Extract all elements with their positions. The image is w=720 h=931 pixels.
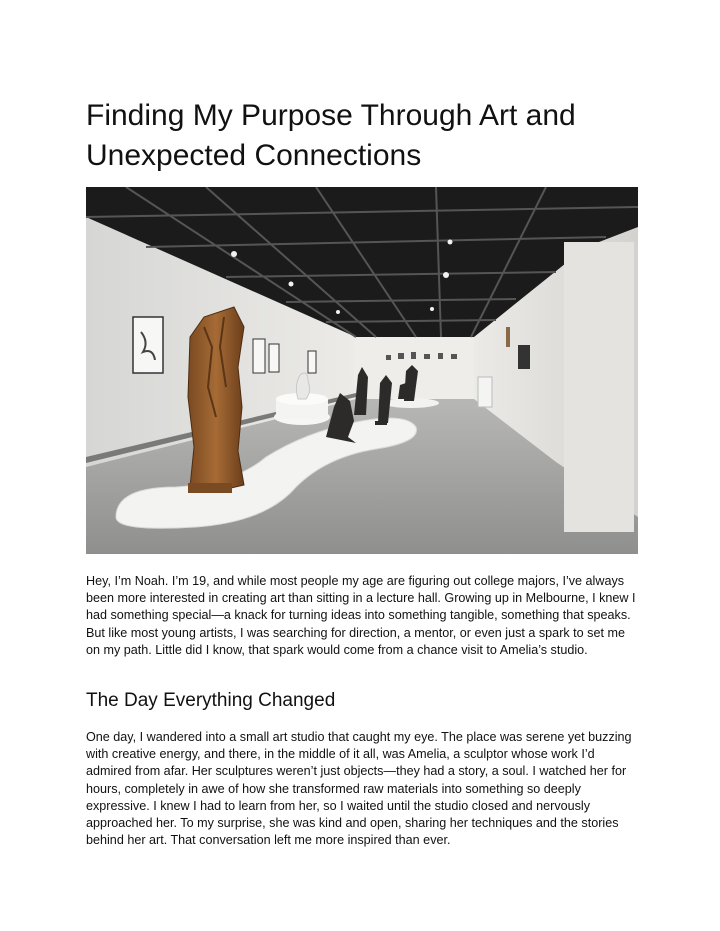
gallery-photo: [86, 187, 638, 554]
page-title: Finding My Purpose Through Art and Unexpected Connections: [86, 99, 576, 172]
story-paragraph: One day, I wandered into a small art studio that caught my eye. The place was serene yet buzzing with creative energy, and there, in the middle of it all, was Amelia, a sculptor whose work I’d admired from afar. Her sculptures weren’t just objects—they had a story, a soul. I watched her for hours, completely in awe of how she transformed raw materials into something so deeply expressive. I knew I had to learn from her, so I waited until the studio closed and nervously approached her. To my surprise, she was kind and open, sharing her techniques and the stories behind her art. That conversation left me more inspired than ever.: [86, 730, 632, 848]
section-heading: The Day Everything Changed: [86, 690, 336, 711]
intro-paragraph: Hey, I’m Noah. I’m 19, and while most people my age are figuring out college majors, I’ve always been more interested in creating art than sitting in a lecture hall. Growing up in Melbourne, I knew I had something special—a knack for turning ideas into something tangible, something that speaks. But like most young artists, I was searching for direction, a mentor, or even just a spark to set me on my path. Little did I know, that spark would come from a chance visit to Amelia’s studio.: [86, 574, 636, 657]
